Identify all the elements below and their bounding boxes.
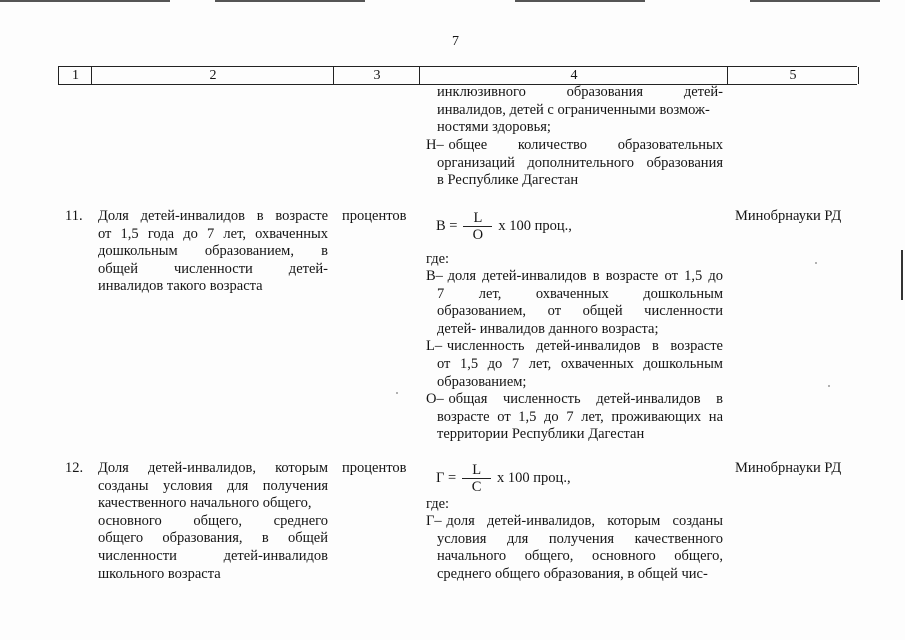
formula-lhs: В = — [436, 218, 458, 234]
formula-numerator: L — [462, 462, 491, 479]
scan-edge-mark — [515, 0, 645, 2]
definition-item — [426, 268, 723, 286]
indicator-line: численности детей-инвалидов — [98, 547, 328, 564]
definition-line: 7 лет, охваченных дошкольным — [437, 285, 723, 302]
definition-line: среднего общего образования, в общей чис- — [437, 565, 708, 582]
definition-item — [426, 513, 723, 531]
formula-numerator: L — [463, 210, 492, 227]
page-number: 7 — [452, 34, 459, 49]
definition-line: от 1,5 до 7 лет, охваченных дошкольным — [437, 355, 723, 372]
definition-dash: – — [435, 268, 443, 284]
definition-dash: – — [434, 513, 442, 529]
definition-symbol: Н — [426, 137, 437, 153]
continuation-line: инклюзивного образования детей- — [437, 84, 723, 100]
table-header — [58, 66, 857, 85]
header-col-2: 2 — [91, 67, 334, 84]
definition-h — [426, 137, 723, 155]
row-12-formula — [436, 462, 571, 495]
definition-line: доля детей-инвалидов, которым созданы — [446, 513, 723, 529]
definition-line: начального общего, основного общего, — [437, 548, 723, 565]
definition-symbol: О — [426, 391, 437, 408]
header-col-5: 5 — [727, 67, 859, 84]
formula-denominator: О — [472, 227, 484, 243]
definition-dash: – — [436, 137, 444, 153]
formula-rhs: х 100 проц., — [498, 218, 572, 234]
definition-line: образованием; — [437, 373, 527, 390]
header-col-1: 1 — [58, 67, 92, 84]
row-12-number: 12. — [65, 460, 84, 476]
row-11-number: 11. — [65, 208, 83, 224]
definition-line: детей- инвалидов данного возраста; — [437, 320, 659, 337]
formula-fraction — [463, 210, 492, 243]
indicator-line: школьного возраста — [98, 565, 221, 582]
row-11-unit: процентов — [342, 208, 407, 224]
row-12-unit: процентов — [342, 460, 407, 476]
indicator-line: от 1,5 года до 7 лет, охваченных — [98, 225, 328, 242]
formula-lhs: Г = — [436, 470, 457, 486]
definition-symbol: В — [426, 268, 436, 284]
definition-line: возрасте от 1,5 до 7 лет, проживающих на — [437, 408, 723, 425]
row-11-definitions — [426, 268, 723, 444]
indicator-line: созданы условия для получения — [98, 477, 328, 494]
continuation-text — [437, 84, 723, 137]
continuation-line: инвалидов, детей с ограниченными возмож- — [437, 101, 710, 118]
definition-item — [426, 338, 723, 356]
row-12-where: где: — [426, 496, 450, 512]
indicator-line: общего образования, в общей — [98, 530, 328, 547]
scan-edge-mark — [0, 0, 170, 2]
row-11-formula — [436, 210, 572, 243]
definition-dash: – — [434, 338, 443, 355]
formula-rhs: х 100 проц., — [497, 470, 571, 486]
row-11-responsible: Минобрнауки РД — [735, 208, 842, 224]
row-11-where: где: — [426, 251, 450, 267]
definition-h-rest — [437, 155, 723, 190]
definition-line: условия для получения качественного — [437, 530, 723, 547]
definition-line: общее количество образовательных — [448, 137, 723, 153]
formula-fraction — [462, 462, 491, 495]
definition-line: численность детей-инвалидов в возрасте — [446, 338, 723, 355]
indicator-line: общей численности детей- — [98, 260, 328, 277]
row-12-definitions — [426, 513, 723, 583]
scan-speck — [828, 385, 830, 387]
scan-right-edge — [901, 250, 903, 300]
scan-speck — [815, 262, 817, 264]
definition-symbol: L — [426, 338, 435, 355]
indicator-line: Доля детей-инвалидов, которым — [98, 460, 328, 476]
header-col-4: 4 — [419, 67, 728, 84]
scan-edge-mark — [215, 0, 365, 2]
definition-line: образованием, от общей численности — [437, 303, 723, 320]
scan-speck — [396, 392, 398, 394]
scan-edge-mark — [750, 0, 880, 2]
definition-line: общая численность детей-инвалидов в — [448, 391, 723, 408]
indicator-line: Доля детей-инвалидов в возрасте — [98, 208, 328, 224]
definition-line: в Республике Дагестан — [437, 172, 579, 189]
formula-denominator: С — [471, 479, 482, 495]
row-12-indicator-name — [98, 460, 328, 583]
indicator-line: инвалидов такого возраста — [98, 278, 263, 295]
definition-dash: – — [436, 391, 444, 408]
definition-line: доля детей-инвалидов в возрасте от 1,5 до — [447, 268, 723, 284]
indicator-line: основного общего, среднего — [98, 512, 328, 529]
indicator-line: дошкольным образованием, в — [98, 243, 328, 260]
row-11-indicator-name — [98, 208, 328, 296]
definition-line: территории Республики Дагестан — [437, 426, 645, 443]
definition-symbol: Г — [426, 513, 435, 529]
indicator-line: качественного начального общего, — [98, 495, 312, 512]
row-12-responsible: Минобрнауки РД — [735, 460, 842, 476]
header-col-3: 3 — [333, 67, 420, 84]
definition-line: организаций дополнительного образования — [437, 154, 723, 171]
continuation-line: ностями здоровья; — [437, 119, 551, 136]
definition-item — [426, 391, 723, 409]
